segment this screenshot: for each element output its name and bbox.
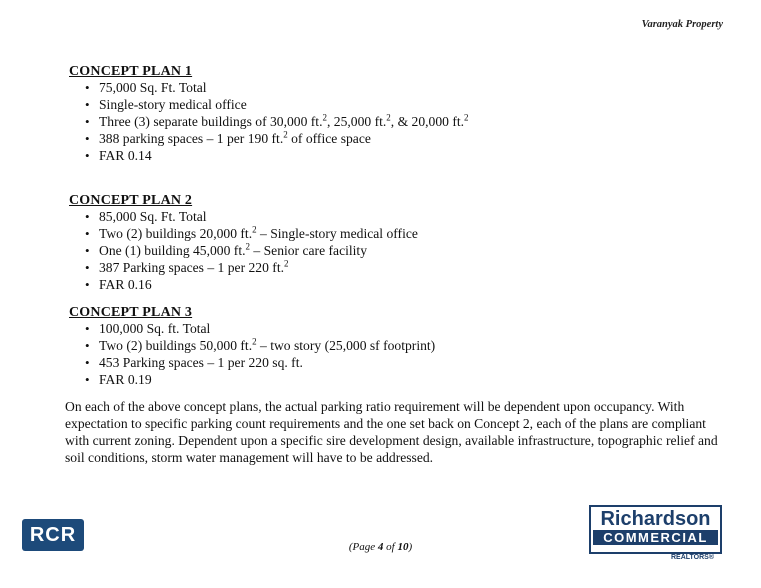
list-item: • Two (2) buildings 50,000 ft.$^2$ – two story (25,000 sf footprint) xyxy=(85,336,436,353)
list-item: • Single-story medical office xyxy=(85,96,247,112)
list-item: • FAR 0.14 xyxy=(85,147,152,163)
list-item: • 387 Parking spaces – 1 per 220 ft.$^2$ xyxy=(85,258,289,275)
bullet-icon: • xyxy=(85,371,90,387)
list-item: • 85,000 Sq. Ft. Total xyxy=(85,209,207,224)
concept-plan-3-list xyxy=(69,321,709,389)
property-name-header: Varanyak Property xyxy=(641,19,723,30)
list-item: • 100,000 Sq. ft. Total xyxy=(85,321,211,336)
concept-plan-2 xyxy=(69,193,709,294)
list-item: • 453 Parking spaces – 1 per 220 sq. ft. xyxy=(85,354,303,370)
bullet-icon: • xyxy=(85,321,90,336)
list-item: • Three (3) separate buildings of 30,000 ft.$^2$, 25,000 ft.$^2$, & 20,000 ft.$^2$ xyxy=(85,112,469,129)
list-item: • Two (2) buildings 20,000 ft.$^2$ – Single-story medical office xyxy=(85,224,418,241)
bullet-icon: • xyxy=(85,96,90,112)
concept-plan-3 xyxy=(69,305,709,389)
concept-plan-1 xyxy=(69,64,709,165)
bullet-icon: • xyxy=(85,80,90,95)
bullet-icon: • xyxy=(85,147,90,163)
list-item: • FAR 0.19 xyxy=(85,371,152,387)
concept-plan-2-list xyxy=(69,209,709,294)
list-item: • 75,000 Sq. Ft. Total xyxy=(85,80,207,95)
bullet-icon: • xyxy=(85,259,90,275)
summary-paragraph: On each of the above concept plans, the actual parking ratio requirement will be dependent upon occupancy. With expectation to specific parking count requirements and the one set back on Concept 2, each of the plans are compliant with current zoning. Dependent upon a specific sire development design, available infrastructure, topographic relief and soil conditions, storm water management will have to be addressed. xyxy=(65,399,718,465)
concept-plan-2-title: CONCEPT PLAN 2 xyxy=(69,193,193,208)
list-item: • FAR 0.16 xyxy=(85,276,152,292)
concept-plan-1-title: CONCEPT PLAN 1 xyxy=(69,64,193,79)
bullet-icon: • xyxy=(85,113,90,129)
bullet-icon: • xyxy=(85,209,90,224)
bullet-icon: • xyxy=(85,130,90,146)
bullet-icon: • xyxy=(85,354,90,370)
rcr-logo: RCR xyxy=(22,519,84,551)
bullet-icon: • xyxy=(85,276,90,292)
bullet-icon: • xyxy=(85,337,90,353)
list-item: • One (1) building 45,000 ft.$^2$ – Senior care facility xyxy=(85,241,368,258)
bullet-icon: • xyxy=(85,225,90,241)
richardson-commercial-logo: Richardson COMMERCIAL REALTORS® xyxy=(589,505,722,554)
page-number: (Page 4 of 10) xyxy=(348,541,413,553)
bullet-icon: • xyxy=(85,242,90,258)
concept-plan-1-list xyxy=(69,80,709,165)
concept-plan-3-title: CONCEPT PLAN 3 xyxy=(69,305,193,320)
list-item: • 388 parking spaces – 1 per 190 ft.$^2$ of office space xyxy=(85,129,371,146)
